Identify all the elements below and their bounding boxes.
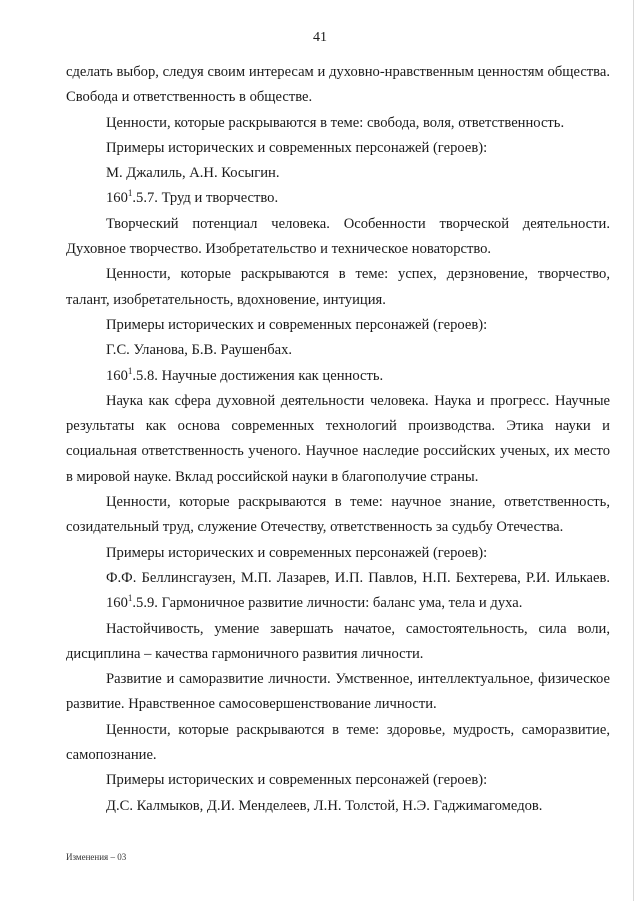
paragraph: Творческий потенциал человека. Особенности творческой деятельности. Духовное творчество. Изобретательство и техническое новаторство. [66,215,610,258]
paragraph: Примеры исторических и современных персонажей (героев): [106,316,488,333]
section-number-base: 160 [106,595,128,612]
section-heading-text: .5.8. Научные достижения как ценность. [132,367,384,384]
section-number-sup: 1 [127,593,133,604]
scan-edge-line [633,0,634,901]
paragraph: Примеры исторических и современных персонажей (героев): [106,139,488,156]
section-heading [66,364,610,389]
body-text [66,60,610,819]
section-number-base: 160 [106,190,128,207]
section-heading-text: .5.7. Труд и творчество. [132,190,279,207]
paragraph: Развитие и саморазвитие личности. Умственное, интеллектуальное, физическое развитие. Нравственное самосовершенствование личности. [66,671,610,713]
paragraph: М. Джалиль, А.Н. Косыгин. [106,165,280,182]
paragraph: Ф.Ф. Беллинсгаузен, М.П. Лазарев, И.П. Павлов, Н.П. Бехтерева, Р.И. Илькаев. [106,569,610,586]
page-number: 41 [313,30,327,45]
paragraph: Ценности, которые раскрываются в теме: научное знание, ответственность, созидательный труд, служение Отечеству, ответственность за судьбу Отечества. [66,494,610,536]
paragraph: Г.С. Уланова, Б.В. Раушенбах. [106,342,293,359]
paragraph: Ценности, которые раскрываются в теме: свобода, воля, ответственность. [106,114,565,131]
paragraph: Д.С. Калмыков, Д.И. Менделеев, Л.Н. Толстой, Н.Э. Гаджимагомедов. [106,797,543,814]
section-heading [66,186,610,211]
section-number-base: 160 [106,367,128,384]
paragraph: сделать выбор, следуя своим интересам и духовно-нравственным ценностям общества. Свобода и ответственность в обществе. [66,64,610,106]
paragraph: Ценности, которые раскрываются в теме: успех, дерзновение, творчество, талант, изобретательность, вдохновение, интуиция. [66,266,610,308]
footer-revision: Изменения – 03 [66,852,127,862]
paragraph: Настойчивость, умение завершать начатое, самостоятельность, сила воли, дисциплина – качества гармоничного развития личности. [66,620,610,662]
section-heading [66,591,610,616]
paragraph: Наука как сфера духовной деятельности человека. Наука и прогресс. Научные результаты как основа современных технологий производства. Этика науки и социальная ответственность ученого. Научное наследие российских ученых, их место в мировой науке. Вклад российской науки в благополучие страны. [66,392,610,485]
paragraph: Примеры исторических и современных персонажей (героев): [106,772,488,789]
section-heading-text: .5.9. Гармоничное развитие личности: баланс ума, тела и духа. [132,595,523,612]
section-number-sup: 1 [127,188,133,199]
paragraph: Примеры исторических и современных персонажей (героев): [106,544,488,561]
section-number-sup: 1 [127,365,133,376]
paragraph: Ценности, которые раскрываются в теме: здоровье, мудрость, саморазвитие, самопознание. [66,721,610,764]
